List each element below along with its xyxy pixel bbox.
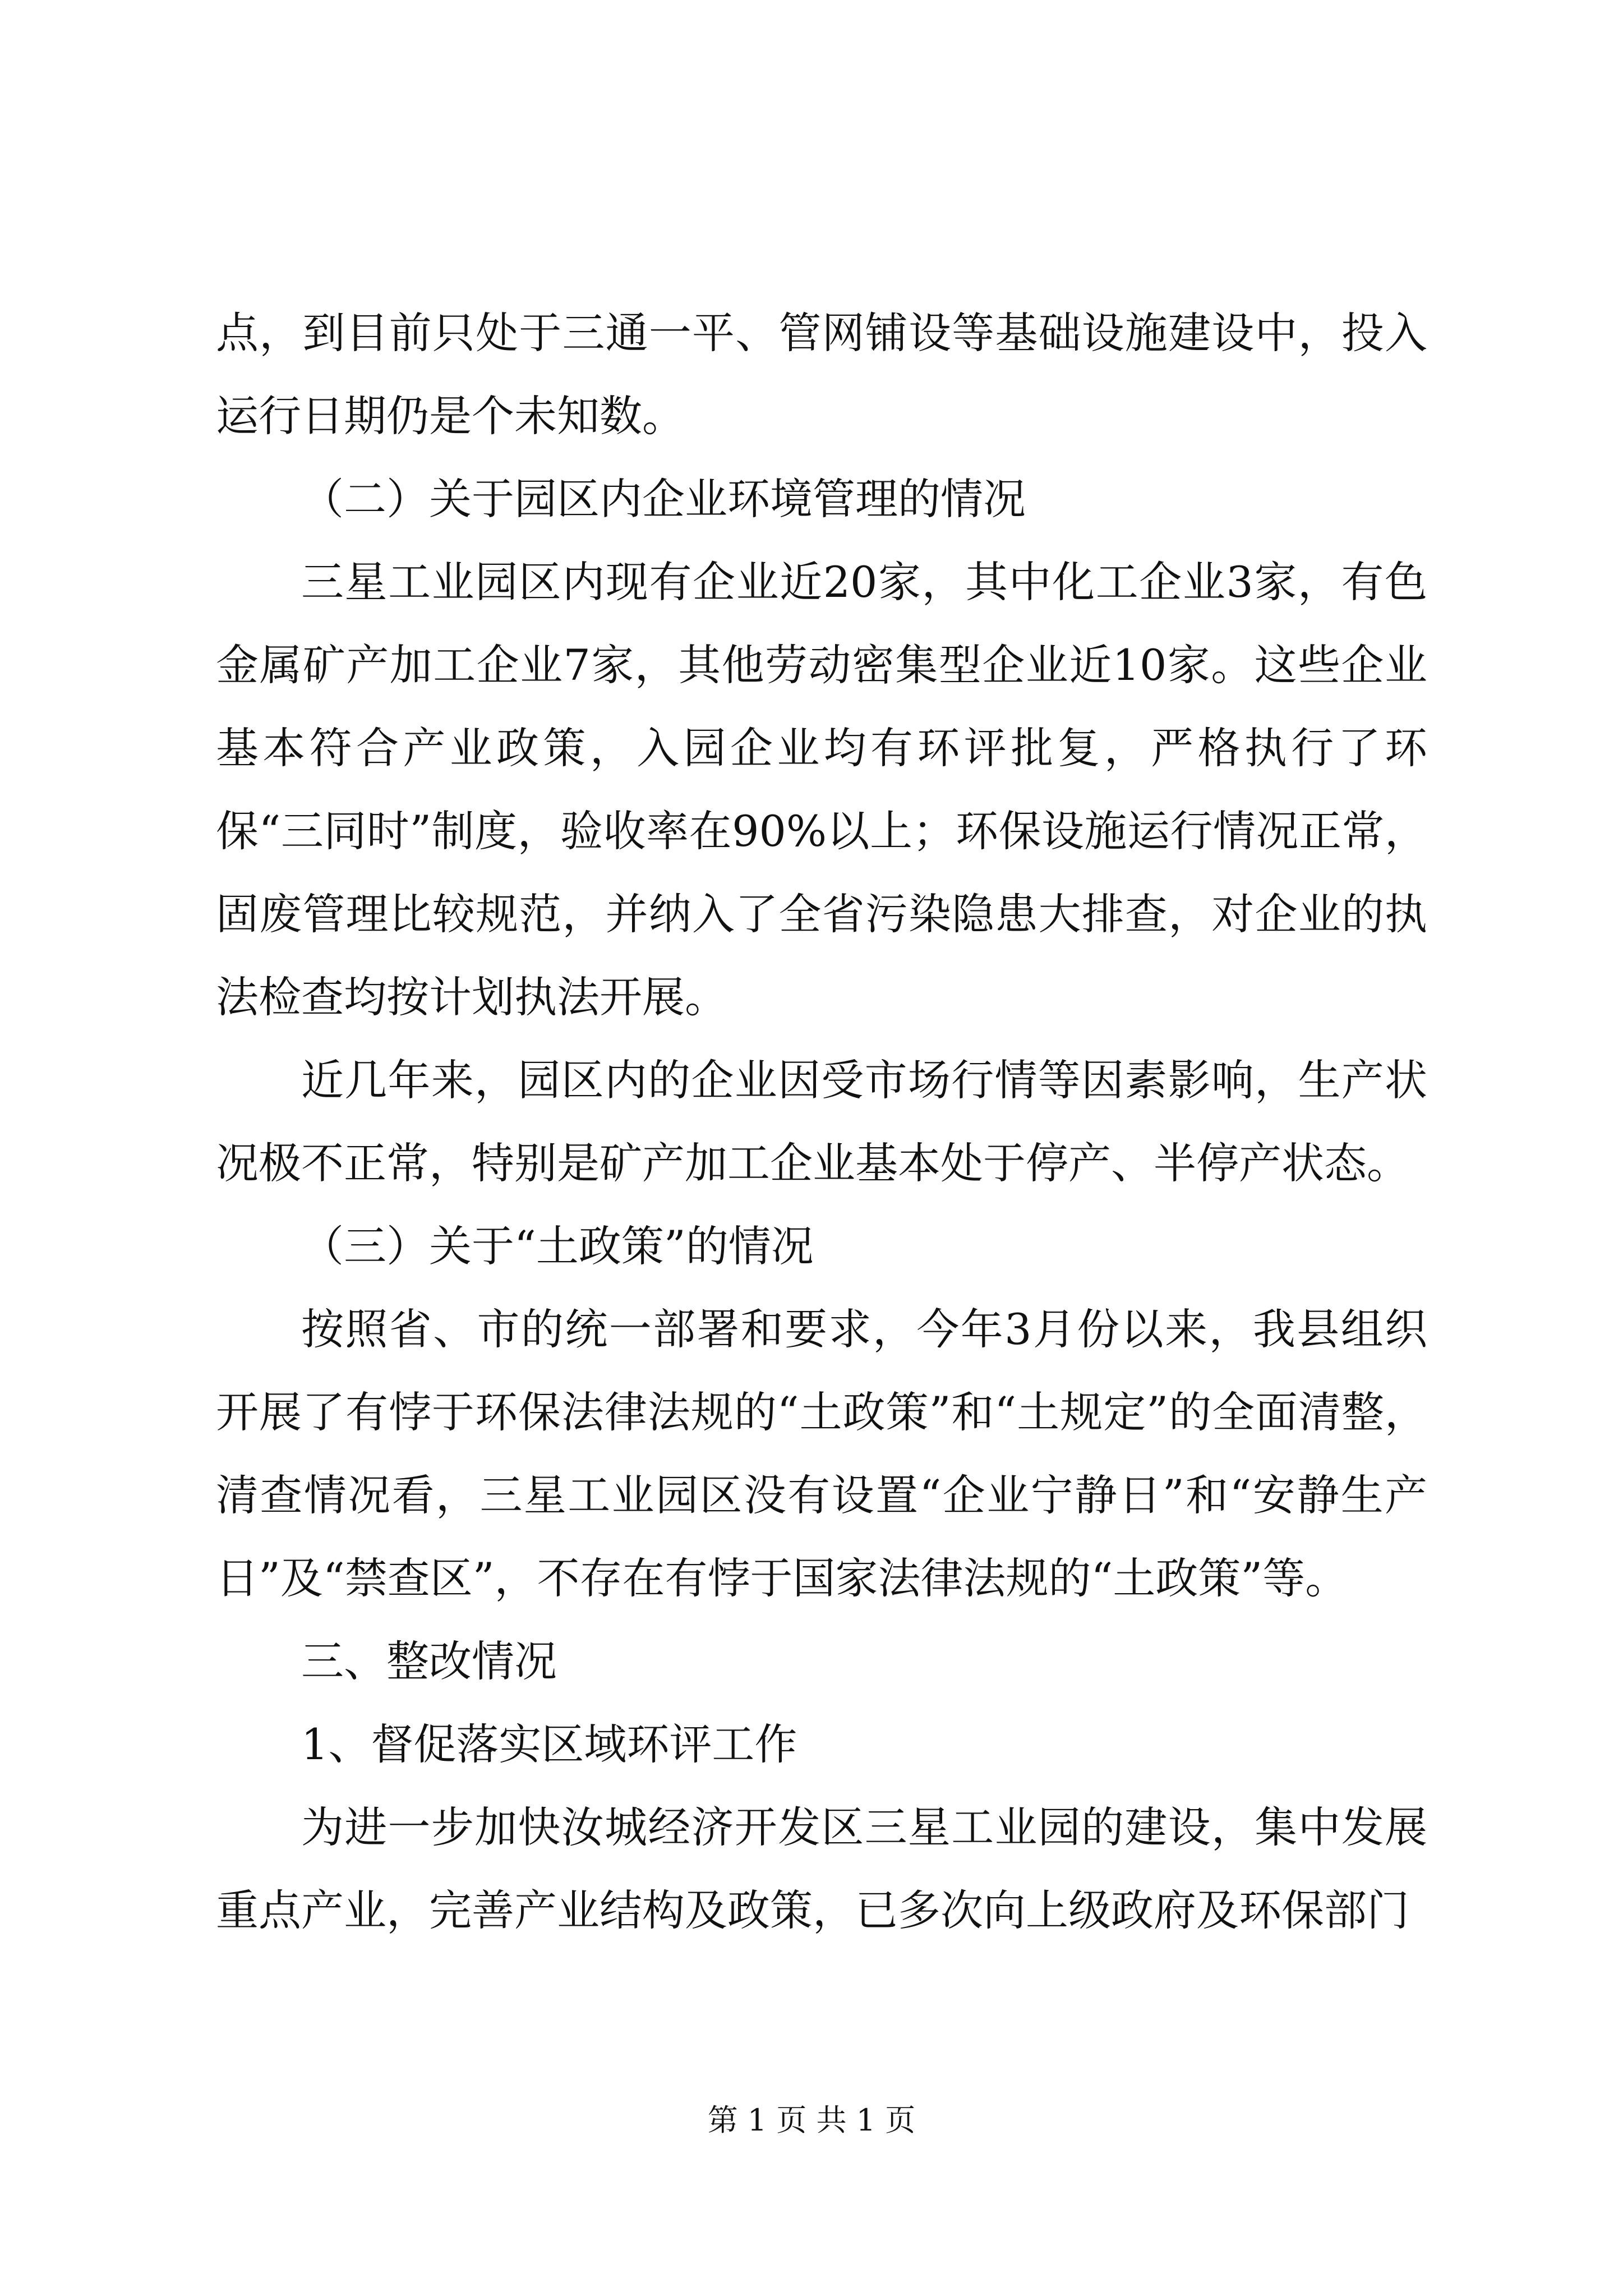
paragraph-continuation: 点，到目前只处于三通一平、管网铺设等基础设施建设中，投入运行日期仍是个未知数。 [216, 308, 1427, 441]
document-body [216, 292, 1427, 1952]
paragraph-enterprises: 三星工业园区内现有企业近20家，其中化工企业3家，有色金属矿产加工企业7家，其他劳动密集型企业近10家。这些企业基本符合产业政策，入园企业均有环评批复，严格执行了环保“三同时”制度，验收率在90%以上；环保设施运行情况正常，固废管理比较规范，并纳入了全省污染隐患大排查，对企业的执法检查均按计划执法开展。 [216, 557, 1427, 1022]
section-heading-2: （二）关于园区内企业环境管理的情况 [301, 474, 1026, 524]
paragraph-development: 为进一步加快汝城经济开发区三星工业园的建设，集中发展重点产业，完善产业结构及政策，已多次向上级政府及环保部门 [216, 1802, 1427, 1935]
paragraph-market-conditions: 近几年来，园区内的企业因受市场行情等因素影响，生产状况极不正常，特别是矿产加工企业基本处于停产、半停产状态。 [216, 1055, 1427, 1188]
section-heading-3: （三）关于“土政策”的情况 [301, 1221, 814, 1271]
section-heading-rectification: 三、整改情况 [301, 1636, 557, 1686]
page-footer: 第 1 页 共 1 页 [707, 2102, 916, 2138]
subheading-regional-eia: 1、督促落实区域环评工作 [301, 1719, 797, 1769]
paragraph-local-policy: 按照省、市的统一部署和要求，今年3月份以来，我县组织开展了有悖于环保法律法规的“土政策”和“土规定”的全面清整，清查情况看，三星工业园区没有设置“企业宁静日”和“安静生产日”及“禁查区”，不存在有悖于国家法律法规的“土政策”等。 [216, 1304, 1427, 1603]
